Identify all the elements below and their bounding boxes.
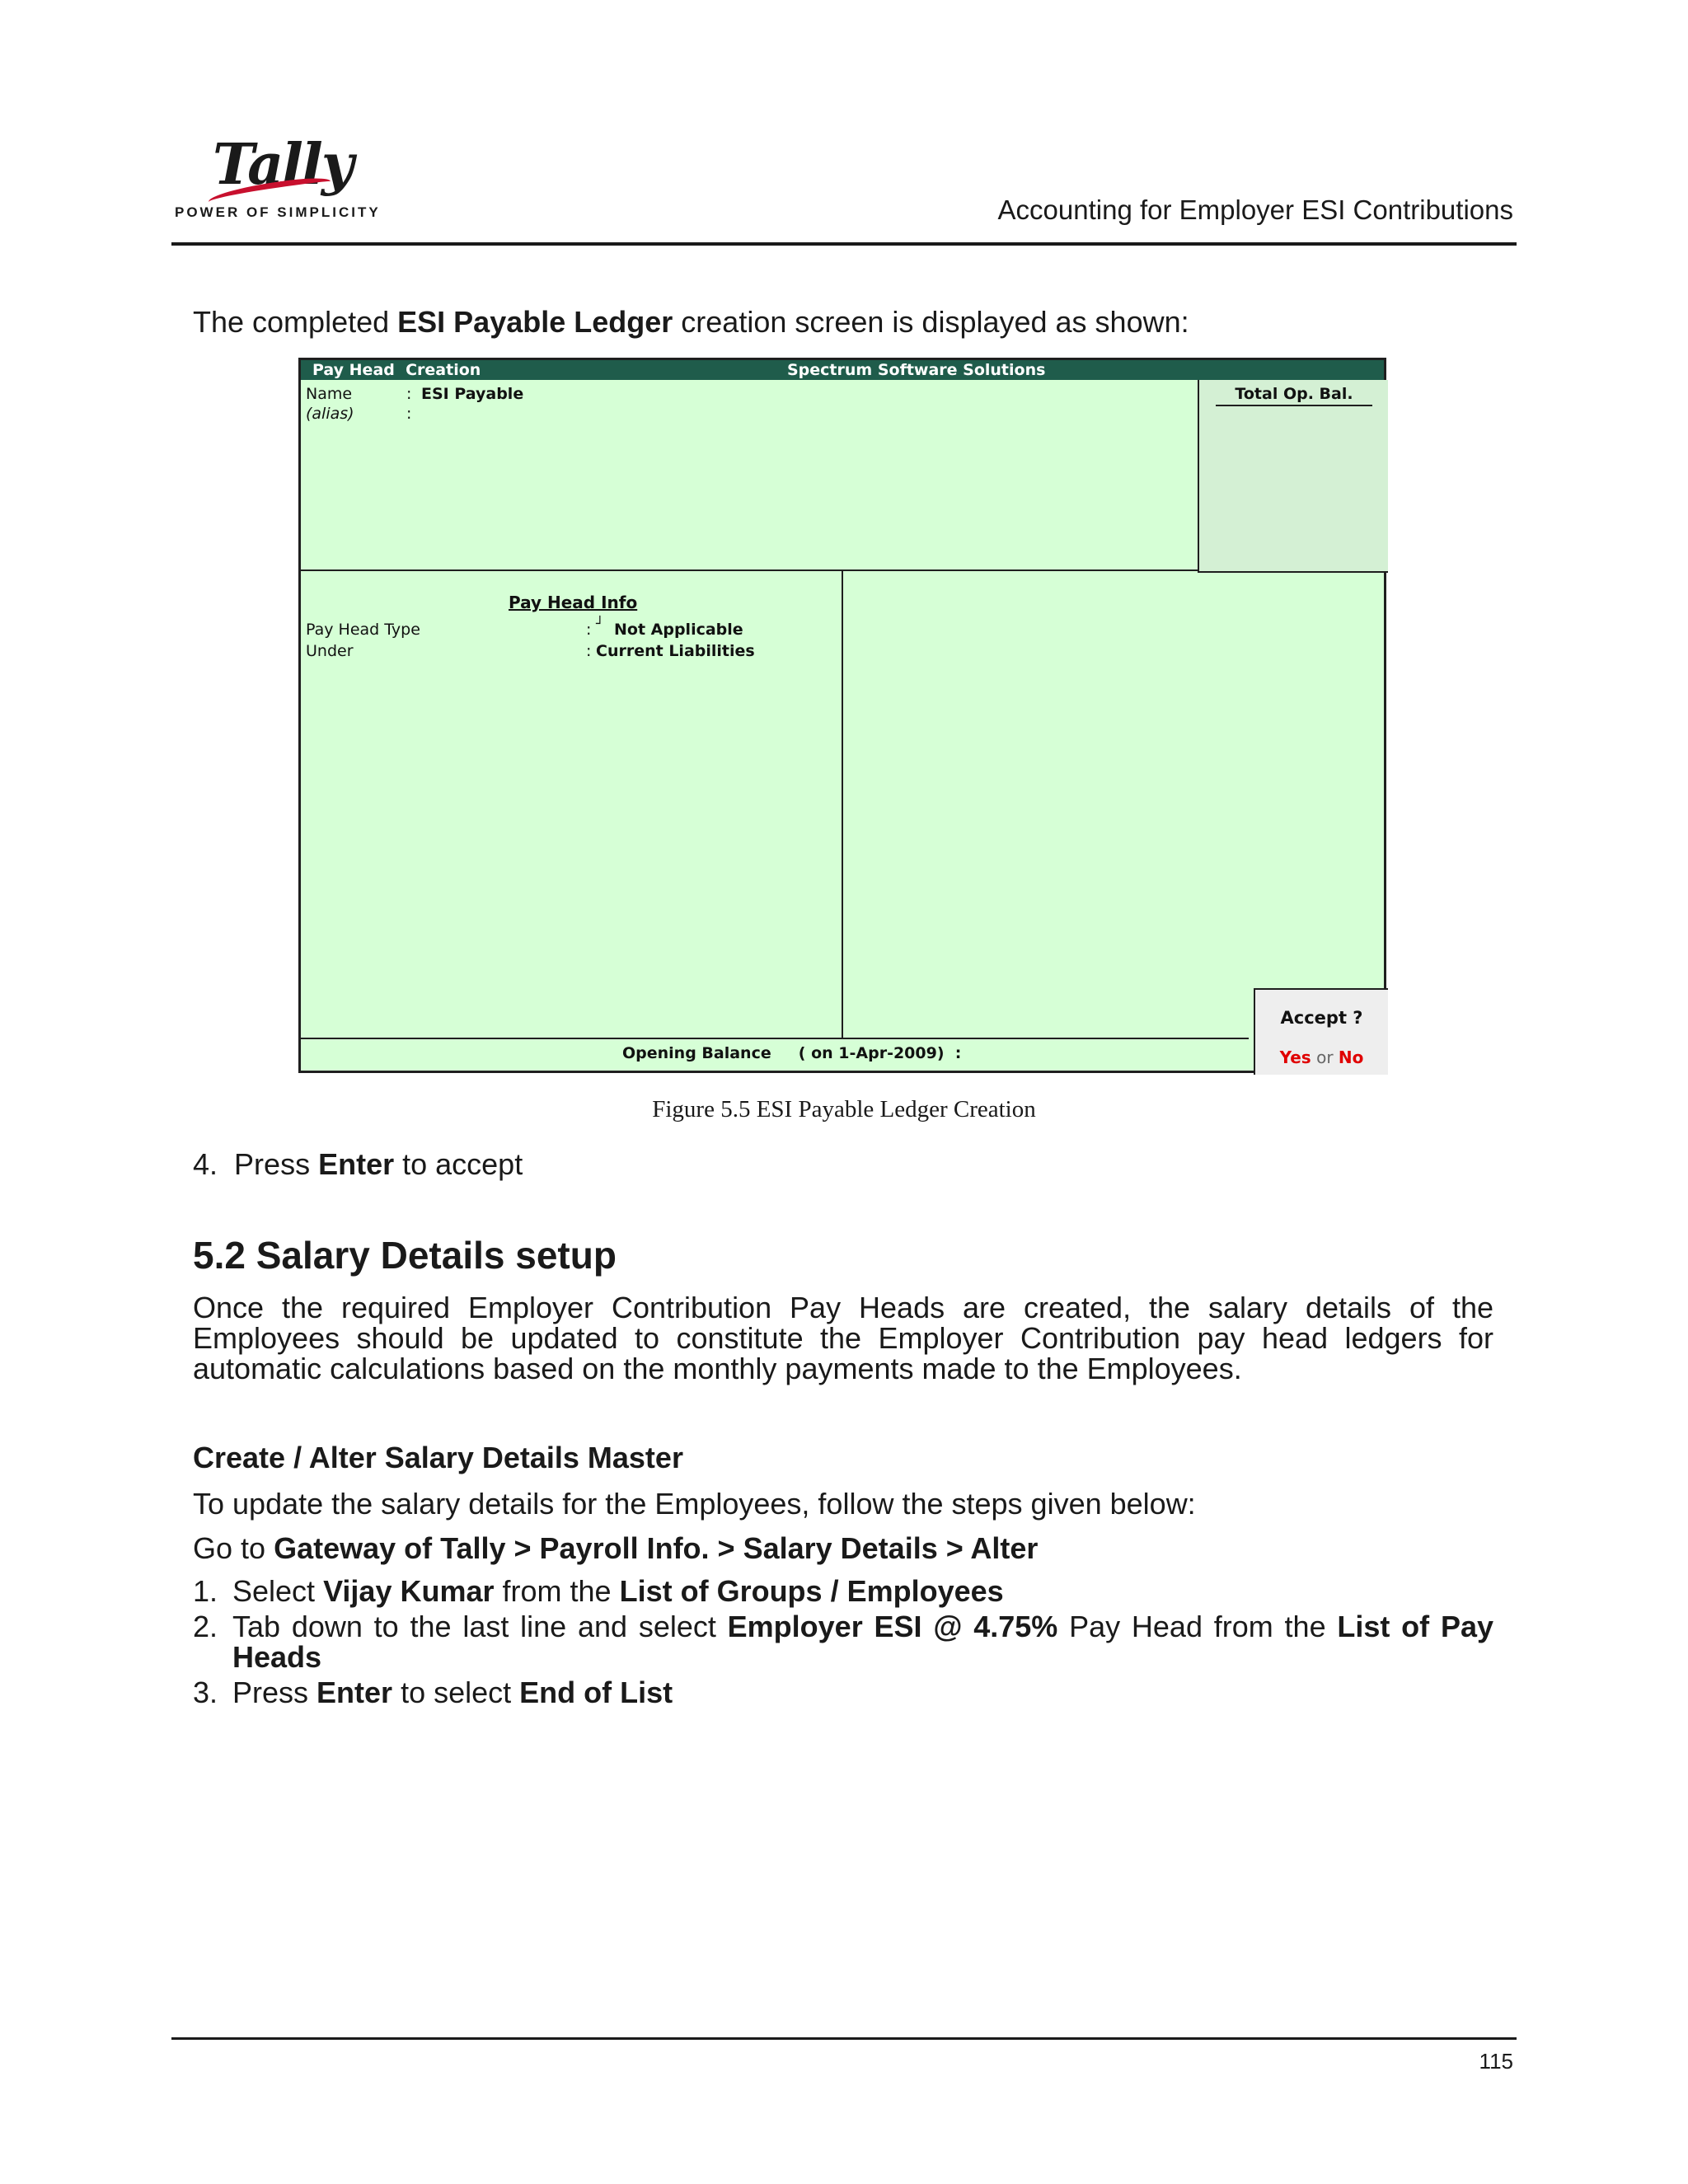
- step-bold: End of List: [519, 1675, 673, 1709]
- step-line: [232, 1611, 1493, 1642]
- step-bold: Enter: [316, 1675, 393, 1709]
- divider: [842, 571, 843, 1038]
- intro-text: The completed: [193, 305, 398, 339]
- list-item: [193, 1576, 1493, 1606]
- pay-head-creation-screen: [298, 358, 1386, 1073]
- name-field[interactable]: ESI Payable: [421, 385, 524, 403]
- steps-list: [193, 1576, 1493, 1713]
- opening-balance-label: Opening Balance ( on 1-Apr-2009) :: [622, 1044, 962, 1062]
- enter-marker-icon: ┘: [596, 616, 604, 631]
- page-number: 115: [1479, 2049, 1513, 2074]
- step-text: Pay Head from the: [1057, 1610, 1338, 1643]
- accept-options: [1255, 1047, 1388, 1067]
- section-heading: 5.2 Salary Details setup: [193, 1234, 617, 1277]
- section-paragraph: [193, 1292, 1493, 1384]
- figure-caption: Figure 5.5 ESI Payable Ledger Creation: [652, 1096, 1036, 1122]
- pay-head-type-field[interactable]: Not Applicable: [614, 621, 743, 639]
- goto-path-bold: Gateway of Tally > Payroll Info. > Salary Details > Alter: [274, 1531, 1039, 1565]
- step-bold: Enter: [318, 1147, 395, 1181]
- name-colon: :: [406, 385, 412, 403]
- step-number: 2.: [193, 1610, 218, 1643]
- logo-wordmark: Tally: [213, 132, 353, 198]
- list-item: [193, 1677, 1493, 1708]
- alias-field[interactable]: [421, 405, 668, 423]
- or-text: or: [1311, 1047, 1339, 1067]
- intro-text-end: creation screen is displayed as shown:: [673, 305, 1189, 339]
- running-header: Accounting for Employer ESI Contributions: [997, 194, 1513, 225]
- under-field[interactable]: Current Liabilities: [596, 642, 755, 660]
- intro-paragraph: [193, 307, 1189, 337]
- step-text: Press: [234, 1147, 319, 1181]
- step-text: Press: [232, 1675, 317, 1709]
- instructions-text: To update the salary details for the Employees, follow the steps given below:: [193, 1487, 1196, 1521]
- screen-title-bar: [301, 360, 1384, 380]
- step-text: to select: [392, 1675, 520, 1709]
- step-text-end: to accept: [394, 1147, 523, 1181]
- list-item: [193, 1611, 1493, 1672]
- step-bold: Heads: [232, 1640, 322, 1674]
- paragraph-line: automatic calculations based on the monthly payments made to the Employees.: [193, 1352, 1242, 1385]
- name-label: Name: [306, 385, 353, 403]
- no-button[interactable]: No: [1338, 1047, 1364, 1067]
- footer-rule: [171, 2037, 1517, 2040]
- step-4: [193, 1149, 523, 1179]
- navigation-path: [193, 1533, 1038, 1563]
- step-number: 3.: [193, 1675, 218, 1709]
- under-label: Under: [306, 642, 354, 660]
- paragraph-line: Employees should be updated to constitute the Employer Contribution pay head ledgers for: [193, 1321, 1493, 1355]
- step-text: Select: [232, 1574, 324, 1608]
- step-text: from the: [494, 1574, 620, 1608]
- screen-title: Pay Head Creation: [312, 361, 481, 379]
- logo-tagline: POWER OF SIMPLICITY: [175, 204, 381, 220]
- pay-head-type-label: Pay Head Type: [306, 621, 420, 639]
- step-text: Tab down to the last line and select: [232, 1610, 728, 1643]
- step-bold: Employer ESI @ 4.75%: [727, 1610, 1058, 1643]
- intro-bold: ESI Payable Ledger: [397, 305, 673, 339]
- subheading: Create / Alter Salary Details Master: [193, 1441, 683, 1474]
- pay-head-info-title: Pay Head Info: [509, 593, 638, 612]
- step-bold: List of Groups / Employees: [619, 1574, 1004, 1608]
- header-rule: [171, 242, 1517, 246]
- alias-label: (alias): [306, 405, 354, 423]
- step-number: 4.: [193, 1147, 218, 1181]
- divider: [301, 1038, 1249, 1039]
- accept-dialog: [1254, 988, 1388, 1075]
- step-bold: Vijay Kumar: [323, 1574, 495, 1608]
- total-op-bal-label: Total Op. Bal.: [1216, 385, 1372, 406]
- under-colon: :: [586, 642, 592, 660]
- step-number: 1.: [193, 1574, 218, 1608]
- paragraph-line: Once the required Employer Contribution Pay Heads are created, the salary details of the: [193, 1291, 1493, 1324]
- step-bold: List of Pay: [1337, 1610, 1494, 1643]
- accept-question: Accept ?: [1280, 1008, 1363, 1028]
- divider: [301, 569, 1199, 571]
- company-name: Spectrum Software Solutions: [787, 361, 1046, 379]
- goto-text: Go to: [193, 1531, 274, 1565]
- pay-head-type-colon: :: [586, 621, 592, 639]
- yes-button[interactable]: Yes: [1279, 1047, 1311, 1067]
- total-op-bal-panel: [1198, 380, 1388, 573]
- tally-logo: [175, 132, 381, 223]
- alias-colon: :: [406, 405, 412, 423]
